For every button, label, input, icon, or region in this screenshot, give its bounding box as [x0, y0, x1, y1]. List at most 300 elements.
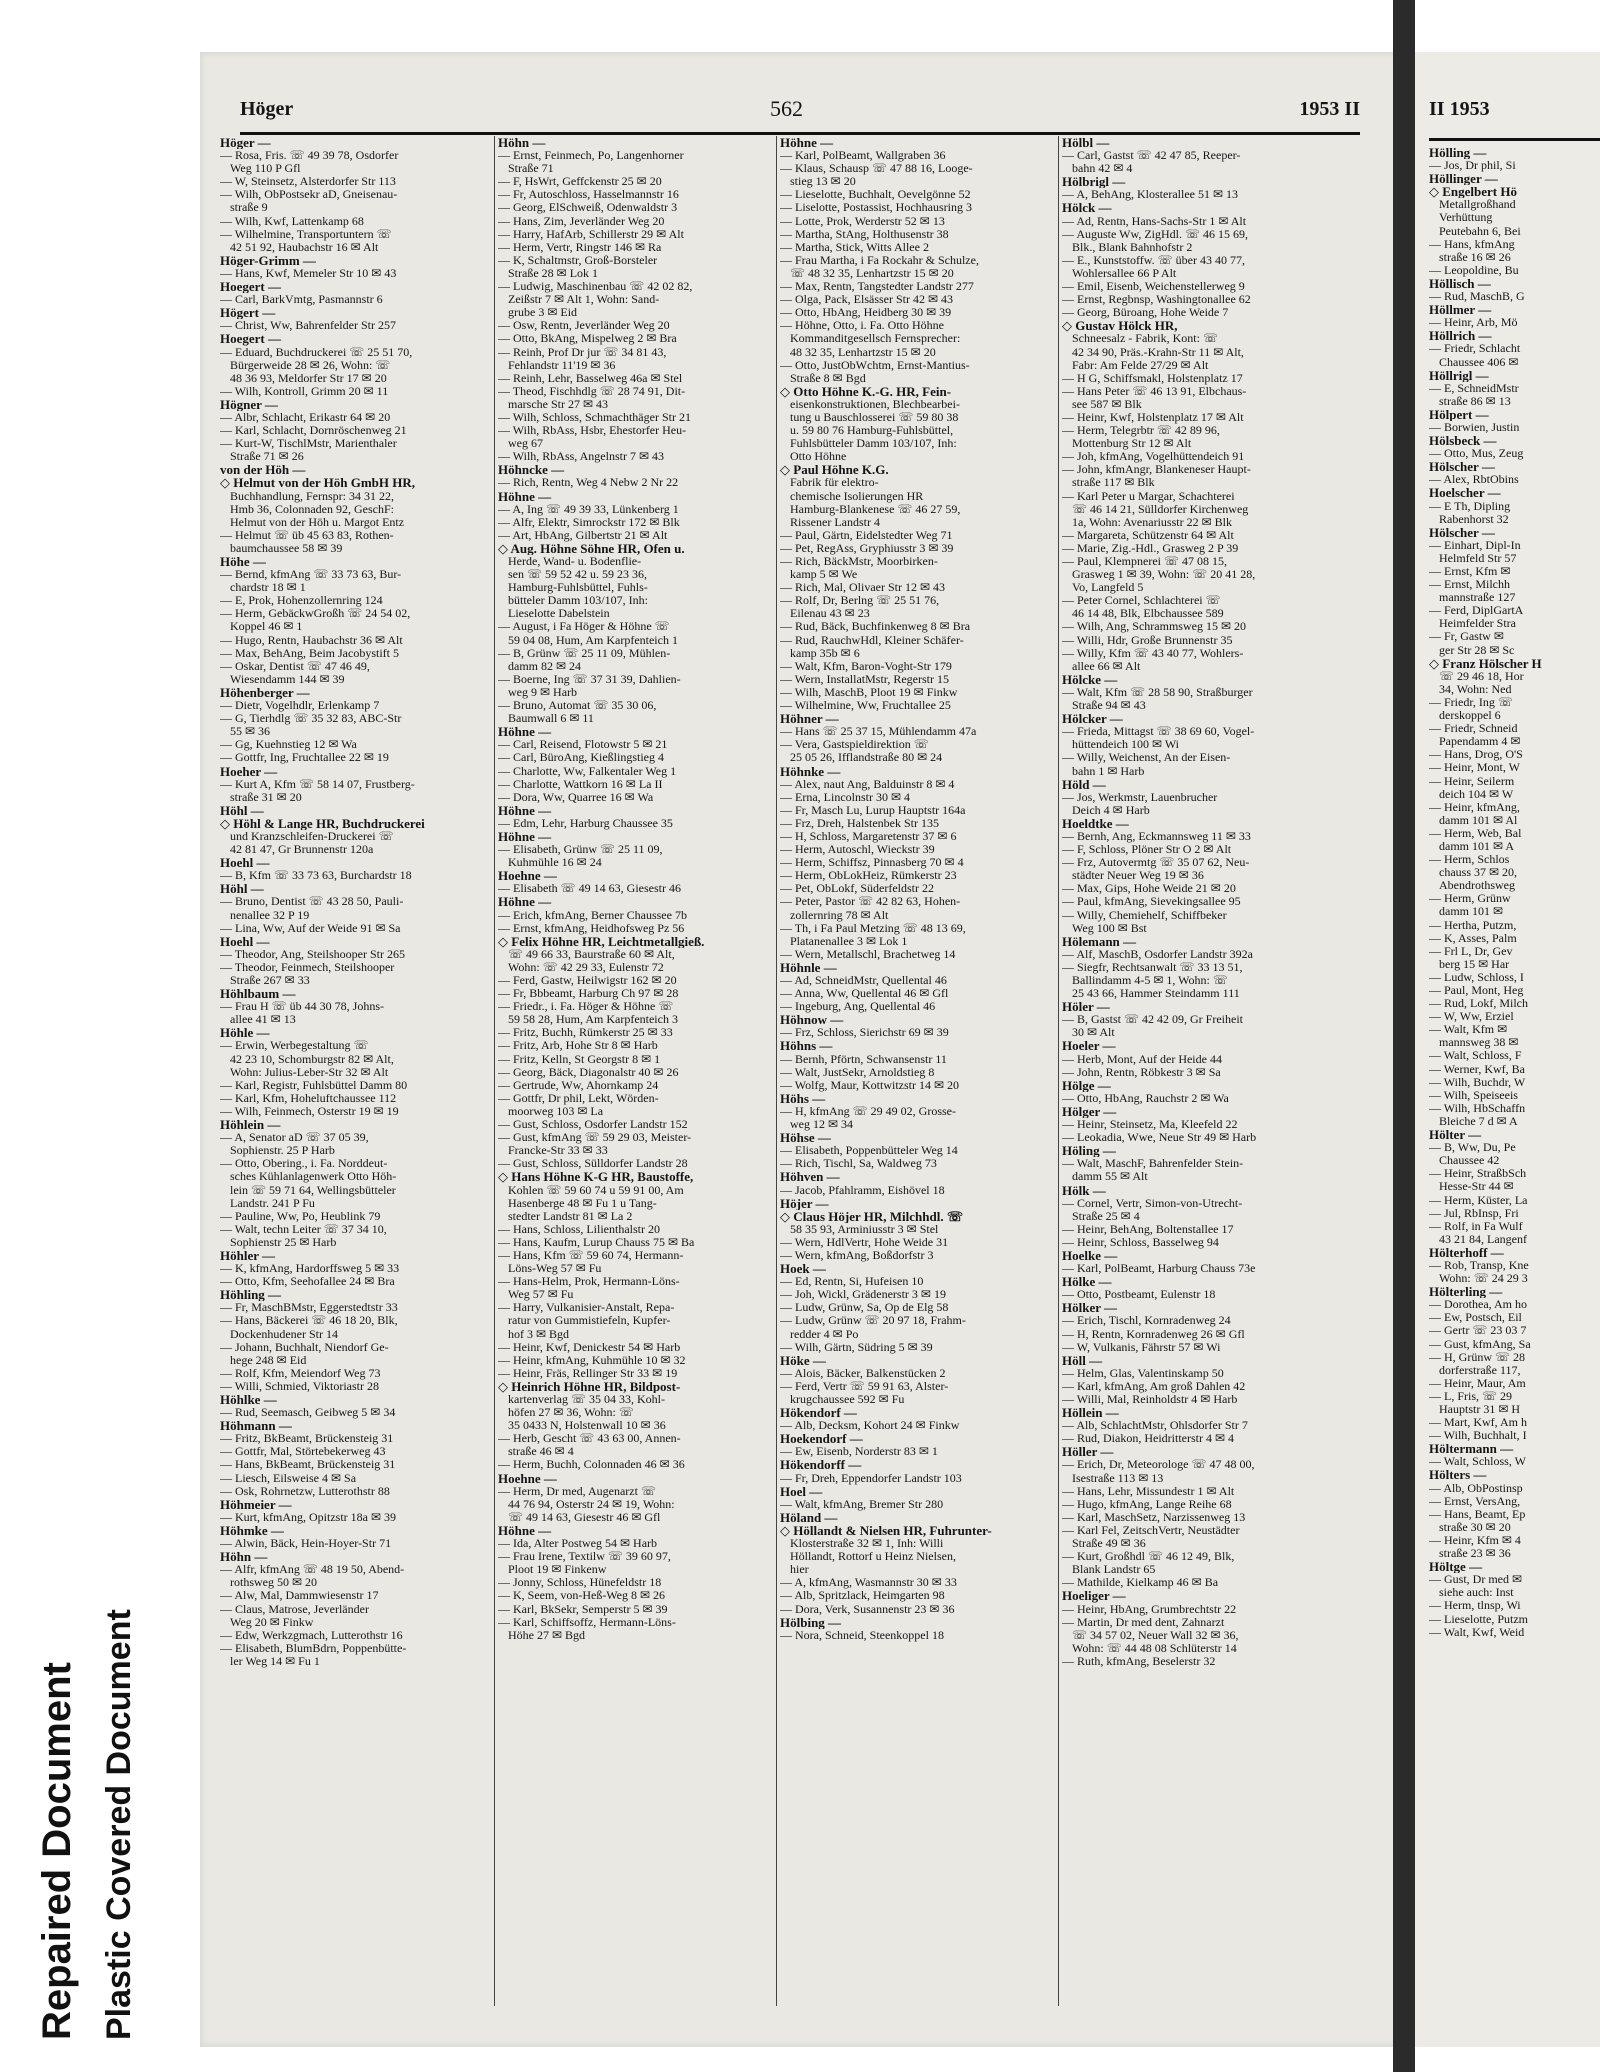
- directory-entry: zollernring 78 ✉ Alt: [790, 908, 889, 922]
- directory-entry: — Boerne, Ing ☏ 37 31 39, Dahlien-: [498, 672, 681, 686]
- directory-entry: — Hugo, kfmAng, Lange Reihe 68: [1062, 1497, 1232, 1511]
- directory-entry: — Emil, Eisenb, Weichenstellerweg 9: [1062, 280, 1245, 294]
- surname-heading: Hölpert —: [1429, 407, 1489, 421]
- surname-heading: Hoelke —: [1062, 1248, 1118, 1263]
- surname-heading: Höhnle —: [780, 960, 837, 974]
- directory-entry: — K, Seem, von-Heß-Weg 8 ✉ 26: [498, 1589, 666, 1603]
- directory-entry: berg 15 ✉ Har: [1439, 957, 1510, 971]
- directory-entry: Sophienstr 25 ✉ Harb: [230, 1235, 337, 1249]
- directory-entry: derskoppel 6: [1439, 709, 1501, 723]
- directory-entry: Kommanditgesellsch Fernsprecher:: [790, 332, 961, 346]
- surname-heading: Hoegert —: [220, 280, 282, 294]
- surname-heading: Hoeher —: [220, 764, 278, 778]
- directory-entry: 1a, Wohn: Avenariusstr 22 ✉ Blk: [1072, 515, 1232, 529]
- directory-entry: — Peter, Pastor ☏ 42 82 63, Hohen-: [780, 895, 961, 909]
- directory-entry: — Nora, Schneid, Steenkoppel 18: [780, 1628, 944, 1642]
- directory-entry: — E Th, Dipling: [1429, 499, 1511, 513]
- directory-entry: 42 23 10, Schomburgstr 82 ✉ Alt,: [230, 1052, 394, 1066]
- directory-entry: — Paul, Gärtn, Eidelstedter Weg 71: [780, 528, 953, 542]
- directory-entry: — Dora, Ww, Quarree 16 ✉ Wa: [498, 790, 654, 804]
- directory-entry: — Walt, Schloss, W: [1429, 1455, 1526, 1469]
- directory-entry: — Lieselotte, Buchhalt, Oevelgönne 52: [780, 188, 971, 202]
- directory-entry: — Kurt A, Kfm ☏ 58 14 07, Frustberg-: [220, 777, 415, 791]
- directory-entry: — Albr, Schlacht, Erikastr 64 ✉ 20: [220, 410, 391, 424]
- directory-entry: — Theodor, Feinmech, Steilshooper: [220, 960, 395, 974]
- directory-entry: — Otto, Kfm, Seehofallee 24 ✉ Bra: [220, 1275, 395, 1289]
- directory-entry: — Bernh, Pförtn, Schwansenstr 11: [780, 1052, 947, 1066]
- directory-entry: — Otto, Obering., i. Fa. Norddeut-: [220, 1157, 388, 1171]
- surname-heading: Höhle —: [220, 1026, 270, 1040]
- directory-entry: — Frz, Autovermtg ☏ 35 07 62, Neu-: [1062, 856, 1250, 870]
- directory-entry: nenallee 32 P 19: [230, 908, 310, 922]
- directory-entry: — K, Asses, Palm: [1429, 931, 1517, 945]
- directory-entry: chemische Isolierungen HR: [790, 489, 924, 503]
- directory-entry: Helmut von der Höh u. Margot Entz: [230, 515, 405, 529]
- directory-entry: ◇ Heinrich Höhne HR, Bildpost-: [498, 1379, 681, 1393]
- directory-entry: — Wilh, Kontroll, Grimm 20 ✉ 11: [220, 384, 389, 398]
- directory-entry: — Herm, Dr med, Augenarzt ☏: [498, 1484, 656, 1498]
- directory-entry: — John, Rentn, Röbkestr 3 ✉ Sa: [1062, 1065, 1221, 1079]
- directory-entry: — Hans, Kaufm, Lurup Chauss 75 ✉ Ba: [498, 1235, 695, 1249]
- directory-entry: Grasweg 1 ✉ 39, Wohn: ☏ 20 41 28,: [1072, 568, 1256, 582]
- directory-entry: ☏ 49 66 33, Baurstraße 60 ✉ Alt,: [508, 947, 675, 961]
- directory-entry: ◇ Engelbert Hö: [1429, 185, 1517, 199]
- column-divider: [776, 136, 777, 2006]
- directory-entry: — Herm, Schiffsz, Pinnasberg 70 ✉ 4: [780, 856, 964, 870]
- directory-entry: — Pauline, Ww, Po, Heublink 79: [220, 1209, 381, 1223]
- surname-heading: Höhlein —: [220, 1118, 281, 1132]
- directory-entry: — Osk, Rohrnetzw, Lutterothstr 88: [220, 1484, 390, 1498]
- directory-entry: — Borwien, Justin: [1429, 420, 1520, 434]
- directory-entry: — Willy, Chemiehelf, Schiffbeker: [1062, 908, 1227, 922]
- directory-entry: — Karl Fel, ZeitschVertr, Neustädter: [1062, 1523, 1240, 1537]
- directory-entry: — Paul, Klempnerei ☏ 47 08 15,: [1062, 555, 1227, 568]
- directory-entry: Bleiche 7 d ✉ A: [1439, 1114, 1518, 1128]
- directory-entry: lein ☏ 59 71 64, Wellingsbütteler: [230, 1183, 396, 1197]
- directory-entry: Rabenhorst 32: [1439, 512, 1509, 526]
- directory-entry: Wohn: ☏ 44 48 08 Schlüterstr 14: [1072, 1641, 1237, 1655]
- directory-entry: — Fr, Bbbeamt, Harburg Ch 97 ✉ 28: [498, 987, 679, 1001]
- surname-heading: Höhne —: [498, 829, 552, 844]
- directory-entry: damm 55 ✉ Alt: [1072, 1170, 1148, 1184]
- directory-entry: — W, Vulkanis, Fährstr 57 ✉ Wi: [1062, 1340, 1221, 1354]
- directory-entry: Wohn: Julius-Leber-Str 32 ✉ Alt: [230, 1065, 389, 1079]
- directory-entry: — Ludw, Grünw ☏ 20 97 18, Frahm-: [780, 1314, 966, 1328]
- directory-entry: damm 101 ✉ Al: [1439, 813, 1518, 827]
- directory-entry: — Ernst, kfmAng, Heidhofsweg Pz 56: [498, 921, 685, 935]
- directory-entry: — Elisabeth, BlumBdrn, Poppenbütte-: [220, 1641, 407, 1655]
- directory-entry: — Heinr, Kwf, Holstenplatz 17 ✉ Alt: [1062, 410, 1244, 424]
- directory-entry: mannsweg 38 ✉: [1439, 1036, 1519, 1050]
- surname-heading: Hölterhoff —: [1429, 1245, 1504, 1259]
- page-header: [240, 92, 1360, 135]
- directory-entry: damm 101 ✉ A: [1439, 839, 1515, 853]
- directory-entry: — Elisabeth ☏ 49 14 63, Giesestr 46: [498, 882, 681, 896]
- directory-entry: Straße 94 ✉ 43: [1072, 699, 1146, 713]
- directory-entry: — Ernst, Kfm ✉: [1429, 565, 1511, 578]
- directory-entry: 42 51 92, Haubachstr 16 ✉ Alt: [230, 240, 379, 254]
- directory-entry: kartenverlag ☏ 35 04 33, Kohl-: [508, 1393, 665, 1406]
- directory-entry: — Rud, Diakon, Heidritterstr 4 ✉ 4: [1062, 1432, 1235, 1446]
- surname-heading: Höhmann —: [220, 1419, 292, 1433]
- directory-entry: — A, kfmAng, Wasmannstr 30 ✉ 33: [780, 1576, 957, 1590]
- directory-entry: 42 81 47, Gr Brunnenstr 120a: [230, 843, 374, 857]
- directory-entry: Deich 4 ✉ Harb: [1072, 803, 1150, 817]
- directory-entry: — Frau H ☏ üb 44 30 78, Johns-: [220, 1000, 385, 1014]
- directory-entry: Hamburg-Fuhlsbüttel, Fuhls-: [508, 581, 648, 595]
- directory-entry: — Hans, Kwf, Memeler Str 10 ✉ 43: [220, 266, 397, 280]
- surname-heading: von der Höh —: [220, 463, 306, 477]
- directory-entry: — Ferd, Vertr ☏ 59 91 63, Alster-: [780, 1379, 949, 1393]
- directory-entry: — Ludw, Schloss, I: [1429, 970, 1524, 984]
- directory-entry: — Karl, kfmAng, Am groß Dahlen 42: [1062, 1379, 1246, 1393]
- directory-entry: — Fritz, BkBeamt, Brückensteig 31: [220, 1432, 394, 1446]
- directory-entry: — Gust, Schloss, Sülldorfer Landstr 28: [498, 1157, 688, 1171]
- directory-entry: — Georg, Bäck, Diagonalstr 40 ✉ 26: [498, 1065, 679, 1079]
- directory-entry: ger Str 28 ✉ Sc: [1439, 643, 1515, 657]
- surname-heading: Hoelscher —: [1429, 486, 1501, 500]
- directory-entry: — Alb, SchlachtMstr, Ohlsdorfer Str 7: [1062, 1419, 1248, 1433]
- directory-entry: — Gg, Kuehnstieg 12 ✉ Wa: [220, 738, 357, 752]
- surname-heading: Höhenberger —: [220, 685, 310, 700]
- directory-entry: straße 86 ✉ 13: [1439, 394, 1511, 408]
- directory-entry: — Alfr, Elektr, Simrockstr 172 ✉ Blk: [498, 515, 680, 529]
- directory-entry: — Hans Peter ☏ 46 13 91, Elbchaus-: [1062, 384, 1247, 398]
- directory-entry: — Bernh, Ang, Eckmannsweg 11 ✉ 33: [1062, 829, 1251, 843]
- directory-entry: — Frl L, Dr, Gev: [1429, 944, 1513, 958]
- directory-entry: — Elisabeth, Poppenbütteler Weg 14: [780, 1144, 958, 1158]
- directory-entry: — Leopoldine, Bu: [1429, 263, 1519, 277]
- directory-entry: Straße 25 ✉ 4: [1072, 1209, 1140, 1223]
- directory-entry: siehe auch: Inst: [1439, 1586, 1514, 1600]
- directory-entry: — Rosa, Fris. ☏ 49 39 78, Osdorfer: [220, 149, 399, 163]
- directory-entry: — Frau Irene, Textilw ☏ 39 60 97,: [498, 1550, 671, 1564]
- surname-heading: Hölterling —: [1429, 1285, 1503, 1299]
- directory-entry: 46 14 48, Blk, Elbchaussee 589: [1072, 607, 1224, 621]
- directory-entry: — Rob, Transp, Kne: [1429, 1258, 1529, 1272]
- directory-entry: chardstr 18 ✉ 1: [230, 581, 306, 595]
- directory-entry: mannstraße 127: [1439, 591, 1516, 605]
- directory-entry: — Leokadia, Wwe, Neue Str 49 ✉ Harb: [1062, 1131, 1257, 1145]
- directory-entry: Chaussee 406 ✉: [1439, 355, 1519, 369]
- directory-entry: 34, Wohn: Ned: [1439, 682, 1512, 696]
- directory-entry: — Wilh, Feinmech, Osterstr 19 ✉ 19: [220, 1104, 399, 1118]
- directory-entry: — Hans, BkBeamt, Brückensteig 31: [220, 1458, 396, 1472]
- page-number: 562: [770, 96, 803, 121]
- directory-entry: — Lotte, Prok, Werderstr 52 ✉ 13: [780, 214, 945, 228]
- directory-entry: — Hans, Lehr, Missundestr 1 ✉ Alt: [1062, 1484, 1235, 1498]
- surname-heading: Höhlbaum —: [220, 987, 296, 1001]
- directory-entry: — Rich, Rentn, Weg 4 Nebw 2 Nr 22: [498, 476, 679, 490]
- directory-entry: see 587 ✉ Blk: [1072, 397, 1142, 411]
- directory-entry: — Walt, Kwf, Weid: [1429, 1625, 1525, 1639]
- directory-entry: — Hertha, Putzm,: [1429, 918, 1517, 932]
- surname-heading: Höllrich —: [1429, 329, 1492, 343]
- directory-entry: damm 101 ✉: [1439, 905, 1504, 919]
- directory-entry: — Ida, Alter Postweg 54 ✉ Harb: [498, 1537, 658, 1551]
- directory-entry: 44 76 94, Osterstr 24 ✉ 19, Wohn:: [508, 1497, 675, 1511]
- directory-entry: — Ernst, VersAng,: [1429, 1494, 1521, 1508]
- directory-entry: — Gottfr, Ing, Fruchtallee 22 ✉ 19: [220, 751, 389, 765]
- page-year-volume: 1953 II: [1299, 98, 1360, 120]
- directory-entry: — Herm, Buchh, Colonnaden 46 ✉ 36: [498, 1458, 685, 1472]
- directory-entry: — Fr, MaschBMstr, Eggerstedtstr 33: [220, 1301, 398, 1315]
- directory-entry: — A, Ing ☏ 49 39 33, Lünkenberg 1: [498, 502, 679, 516]
- directory-entry: Landstr. 241 P Fu: [230, 1196, 315, 1210]
- directory-entry: — Wilh, Schloss, Schmachthäger Str 21: [498, 410, 691, 424]
- directory-entry: — August, i Fa Höger & Höhne ☏: [498, 620, 670, 634]
- surname-heading: Höhn —: [220, 1550, 268, 1564]
- directory-entry: Schneesalz - Fabrik, Kont: ☏: [1072, 332, 1218, 346]
- directory-entry: — Walt, Kfm, Baron-Voght-Str 179: [780, 659, 952, 673]
- surname-heading: Hoel —: [780, 1484, 823, 1498]
- adjacent-page-header: II 1953: [1429, 98, 1600, 141]
- directory-entry: — Bruno, Automat ☏ 35 30 06,: [498, 699, 657, 713]
- surname-heading: Hoeler —: [1062, 1039, 1116, 1053]
- directory-entry: — Ernst, Feinmech, Po, Langenhorner: [498, 149, 684, 163]
- directory-entry: — Karl, Kfm, Hoheluftchaussee 112: [220, 1091, 397, 1105]
- directory-entry: 25 05 26, Ifflandstraße 80 ✉ 24: [790, 751, 943, 765]
- surname-heading: Hoehl —: [220, 856, 270, 870]
- directory-entry: — Heinr, kfmAng, Kuhmühle 10 ✉ 32: [498, 1353, 686, 1367]
- surname-heading: Hölbrigl —: [1062, 175, 1126, 189]
- surname-heading: Höllmer —: [1429, 303, 1492, 317]
- surname-heading: Hökendorf —: [780, 1406, 857, 1420]
- directory-entry: — Martha, Stick, Witts Allee 2: [780, 240, 929, 254]
- directory-entry: — Willi, Mal, Reinholdstr 4 ✉ Harb: [1062, 1393, 1238, 1406]
- directory-entry: — Auguste Ww, ZigHdl. ☏ 46 15 69,: [1062, 227, 1248, 241]
- directory-entry: allee 41 ✉ 13: [230, 1013, 296, 1027]
- column-divider: [494, 136, 495, 2006]
- directory-entry: ◇ Otto Höhne K.-G. HR, Fein-: [780, 384, 952, 398]
- surname-heading: Höhe —: [220, 555, 266, 569]
- surname-heading: Hoegert —: [220, 332, 282, 346]
- directory-entry: Rissener Landstr 4: [790, 515, 880, 529]
- directory-entry: — Wilh, RbAss, Hsbr, Ehestorfer Heu-: [498, 424, 687, 438]
- directory-entry: — A, BehAng, Klosterallee 51 ✉ 13: [1062, 188, 1239, 202]
- directory-entry: — Ed, Rentn, Si, Hufeisen 10: [780, 1275, 924, 1289]
- directory-entry: 48 32 35, Lenhartzstr 15 ✉ 20: [790, 345, 936, 359]
- directory-entry: — Vera, Gastspieldirektion ☏: [780, 738, 929, 752]
- directory-entry: und Kranzschleifen-Druckerei ☏: [230, 829, 394, 843]
- directory-entry: — Ludwig, Maschinenbau ☏ 42 02 82,: [498, 280, 693, 294]
- directory-entry: Straße 8 ✉ Bgd: [790, 371, 866, 385]
- directory-entry: — Herb, Gescht ☏ 43 63 00, Annen-: [498, 1432, 681, 1446]
- directory-entry: — Joh, kfmAng, Vogelhüttendeich 91: [1062, 450, 1245, 464]
- surname-heading: Höhner —: [780, 712, 839, 726]
- surname-heading: Höhling —: [220, 1288, 282, 1302]
- directory-entry: — H G, Schiffsmakl, Holstenplatz 17: [1062, 371, 1243, 385]
- directory-entry: — Herm, Vertr, Ringstr 146 ✉ Ra: [498, 240, 662, 254]
- directory-entry: — Karl, PolBeamt, Wallgraben 36: [780, 149, 946, 163]
- directory-entry: — Fr, Autoschloss, Hasselmannstr 16: [498, 188, 679, 202]
- directory-entry: 35 0433 N, Holstenwall 10 ✉ 36: [508, 1419, 666, 1433]
- directory-entry: straße 9: [230, 201, 268, 215]
- surname-heading: Höhne —: [498, 1523, 552, 1538]
- surname-heading: Hölbing —: [780, 1615, 842, 1629]
- directory-entry: — Karl, PolBeamt, Harburg Chauss 73e: [1062, 1262, 1256, 1276]
- directory-entry: — Max, Rentn, Tangstedter Landstr 277: [780, 280, 974, 294]
- directory-entry: Höhe 27 ✉ Bgd: [508, 1628, 586, 1642]
- directory-entry: — Paul, kfmAng, Sievekingsallee 95: [1062, 895, 1241, 909]
- directory-entry: straße 16 ✉ 26: [1439, 250, 1511, 264]
- directory-entry: ◇ Franz Hölscher H: [1429, 656, 1542, 670]
- directory-entry: — W, Ww, Erziel: [1429, 1010, 1514, 1024]
- surname-heading: Hölemann —: [1062, 934, 1137, 948]
- surname-heading: Hölscher —: [1429, 460, 1495, 474]
- directory-entry: Hasenberge 48 ✉ Fu 1 u Tang-: [508, 1196, 657, 1210]
- directory-entry: — Rud, Lokf, Milch: [1429, 997, 1528, 1011]
- surname-heading: Hölcker —: [1062, 712, 1123, 726]
- directory-entry: — Otto, BkAng, Mispelweg 2 ✉ Bra: [498, 332, 677, 346]
- directory-entry: — Herm, Küster, La: [1429, 1193, 1528, 1207]
- directory-entry: — Wilhelmine, Transportuntern ☏: [220, 227, 392, 241]
- directory-entry: — Willy, Weichenst, An der Eisen-: [1062, 751, 1231, 765]
- directory-entry: — Fr, Dreh, Eppendorfer Landstr 103: [780, 1471, 962, 1485]
- directory-entry: ◇ Felix Höhne HR, Leichtmetallgieß.: [498, 934, 705, 948]
- directory-entry: — Hans, Bäckerei ☏ 46 18 20, Blk,: [220, 1314, 398, 1328]
- directory-entry: — B, Grünw ☏ 25 11 09, Mühlen-: [498, 646, 671, 660]
- directory-entry: Herde, Wand- u. Bodenflie-: [508, 555, 642, 568]
- directory-entry: Bürgerweide 28 ✉ 26, Wohn: ☏: [230, 358, 391, 372]
- directory-entry: — B, Ww, Du, Pe: [1429, 1141, 1516, 1155]
- directory-entry: — Gottfr, Dr phil, Lekt, Wörden-: [498, 1091, 659, 1105]
- directory-entry: — Lina, Ww, Auf der Weide 91 ✉ Sa: [220, 921, 401, 935]
- directory-entry: — K, kfmAng, Hardorffsweg 5 ✉ 33: [220, 1262, 400, 1276]
- directory-entry: — Otto, HbAng, Rauchstr 2 ✉ Wa: [1062, 1091, 1229, 1105]
- directory-entry: — Heinr, Mont, W: [1429, 761, 1520, 775]
- directory-entry: Papendamm 4 ✉: [1439, 735, 1521, 749]
- directory-entry: — Willy, Kfm ☏ 43 40 77, Wohlers-: [1062, 646, 1244, 660]
- directory-entry: — Edm, Lehr, Harburg Chaussee 35: [498, 816, 673, 830]
- directory-entry: u. 59 80 76 Hamburg-Fuhlsbüttel,: [790, 424, 954, 438]
- directory-entry: — Karl, Registr, Fuhlsbüttel Damm 80: [220, 1078, 408, 1092]
- directory-entry: ◇ Aug. Höhne Söhne HR, Ofen u.: [498, 541, 685, 555]
- directory-entry: — Hans, Zim, Jeverländer Weg 20: [498, 214, 665, 228]
- directory-entry: Blank Landstr 65: [1072, 1563, 1156, 1577]
- directory-entry: — Erwin, Werbegestaltung ☏: [220, 1039, 369, 1053]
- directory-entry: dorferstraße 117,: [1439, 1363, 1521, 1377]
- directory-entry: — H, kfmAng ☏ 29 49 02, Grosse-: [780, 1104, 956, 1118]
- directory-entry: ☏ 34 57 02, Neuer Wall 32 ✉ 36,: [1072, 1628, 1239, 1642]
- directory-entry: Heimfelder Stra: [1439, 617, 1516, 631]
- directory-entry: — Fr, Masch Lu, Lurup Hauptstr 164a: [780, 803, 966, 817]
- directory-entry: 48 36 93, Meldorfer Str 17 ✉ 20: [230, 371, 387, 385]
- directory-entry: rothsweg 50 ✉ 20: [230, 1576, 318, 1590]
- adjacent-page-column: [1429, 146, 1599, 2026]
- directory-entry: — A, Senator aD ☏ 37 05 39,: [220, 1131, 369, 1145]
- directory-entry: ◇ Claus Höjer HR, Milchhdl. ☏: [780, 1209, 964, 1223]
- directory-entry: — Rolf, Kfm, Meiendorf Weg 73: [220, 1366, 381, 1380]
- directory-entry: Kohlen ☏ 59 60 74 u 59 91 00, Am: [508, 1183, 684, 1197]
- directory-entry: Ploot 19 ✉ Finkenw: [508, 1563, 607, 1577]
- directory-entry: — Ludw, Grünw, Sa, Op de Elg 58: [780, 1301, 949, 1315]
- directory-entry: straße 30 ✉ 20: [1439, 1520, 1511, 1534]
- directory-entry: — Heinr, HbAng, Grumbrechtstr 22: [1062, 1602, 1237, 1616]
- directory-entry: straße 23 ✉ 36: [1439, 1547, 1511, 1561]
- directory-entry: ler Weg 14 ✉ Fu 1: [230, 1654, 320, 1668]
- directory-entry: ☏ 48 32 35, Lenhartzstr 15 ✉ 20: [790, 266, 954, 280]
- surname-heading: Höll —: [1062, 1353, 1103, 1367]
- directory-entry: — Paul, Mont, Heg: [1429, 984, 1524, 997]
- directory-entry: — Einhart, Dipl-In: [1429, 538, 1521, 552]
- directory-entry: Mottenburg Str 12 ✉ Alt: [1072, 437, 1192, 451]
- directory-entry: bahn 1 ✉ Harb: [1072, 764, 1145, 778]
- directory-entry: — Wilh, Ang, Schrammsweg 15 ✉ 20: [1062, 620, 1247, 634]
- surname-heading: Hölters —: [1429, 1468, 1487, 1482]
- surname-heading: Höke —: [780, 1353, 826, 1367]
- directory-entry: — B, Kfm ☏ 33 73 63, Burchardstr 18: [220, 869, 412, 883]
- directory-entry: — F, Schloss, Plöner Str O 2 ✉ Alt: [1062, 843, 1232, 857]
- directory-entry: sen ☏ 59 52 42 u. 59 23 36,: [508, 568, 648, 582]
- directory-entry: eisenkonstruktionen, Blechbearbei-: [790, 397, 960, 411]
- directory-entry: Weg 57 ✉ Fu: [508, 1288, 574, 1302]
- directory-entry: — Mart, Kwf, Am h: [1429, 1416, 1527, 1430]
- directory-entry: grube 3 ✉ Eid: [508, 306, 578, 320]
- directory-entry: Fabrik für elektro-: [790, 476, 879, 490]
- directory-entry: Otto Höhne: [790, 450, 847, 464]
- surname-heading: Hölling —: [1429, 146, 1487, 160]
- directory-entry: — Christ, Ww, Bahrenfelder Str 257: [220, 319, 396, 333]
- directory-entry: — Alb, Spritzlack, Heimgarten 98: [780, 1589, 945, 1603]
- surname-heading: Höhnow —: [780, 1013, 844, 1027]
- directory-entry: — Walt, MaschF, Bahrenfelder Stein-: [1062, 1157, 1244, 1171]
- directory-entry: — K, Schaltmstr, Groß-Borsteler: [498, 253, 658, 267]
- directory-entry: — Heinr, kfmAng,: [1429, 800, 1520, 814]
- directory-entry: — Wern, Metallschl, Brachetweg 14: [780, 947, 956, 961]
- directory-entry: — Hans, kfmAng: [1429, 237, 1515, 251]
- surname-heading: Höling —: [1062, 1144, 1116, 1158]
- directory-entry: — Ernst, Regbnsp, Washingtonallee 62: [1062, 293, 1251, 307]
- directory-entry: ☏ 29 46 18, Hor: [1439, 669, 1524, 683]
- directory-entry: kamp 35b ✉ 6: [790, 646, 860, 660]
- directory-entry: ☏ 49 14 63, Giesestr 46 ✉ Gfl: [508, 1510, 661, 1524]
- column-3: [780, 136, 1054, 2016]
- directory-entry: Dockenhudener Str 14: [230, 1327, 338, 1341]
- directory-entry: — Friedr, Schlacht: [1429, 342, 1521, 356]
- directory-entry: 55 ✉ 36: [230, 725, 271, 739]
- directory-entry: Baumwall 6 ✉ 11: [508, 712, 594, 726]
- directory-entry: — Erna, Lincolnstr 30 ✉ 4: [780, 790, 911, 804]
- directory-entry: — Ruth, kfmAng, Beselerstr 32: [1062, 1654, 1216, 1668]
- directory-entry: — Harry, HafArb, Schillerstr 29 ✉ Alt: [498, 227, 684, 241]
- directory-entry: — L, Fris, ☏ 29: [1429, 1389, 1513, 1403]
- directory-entry: Koppel 46 ✉ 1: [230, 620, 303, 634]
- directory-entry: — Alex, naut Ang, Balduinstr 8 ✉ 4: [780, 777, 955, 791]
- directory-entry: Straße 71: [508, 162, 554, 176]
- surname-heading: Höland —: [780, 1510, 838, 1524]
- surname-heading: Höhl —: [220, 803, 264, 817]
- directory-entry: Wiesendamm 144 ✉ 39: [230, 672, 345, 686]
- directory-entry: ◇ Höhl & Lange HR, Buchdruckerei: [220, 816, 425, 830]
- directory-entry: Klosterstraße 32 ✉ 1, Inh: Willi: [790, 1537, 944, 1551]
- directory-entry: baumchaussee 58 ✉ 39: [230, 541, 343, 555]
- directory-entry: Peutebahn 6, Bei: [1439, 224, 1521, 238]
- surname-heading: Hoeliger —: [1062, 1589, 1126, 1603]
- directory-entry: Hmb 36, Colonnaden 92, GeschF:: [230, 502, 394, 516]
- directory-entry: Chaussee 42: [1439, 1154, 1500, 1168]
- directory-entry: — Friedr, Ing ☏: [1429, 695, 1513, 709]
- directory-entry: — Wilh, Kwf, Lattenkamp 68: [220, 214, 364, 228]
- directory-entry: — Fritz, Arb, Hohe Str 8 ✉ Harb: [498, 1039, 658, 1053]
- directory-entry: — Klaus, Schausp ☏ 47 88 16, Looge-: [780, 162, 973, 176]
- directory-entry: moorweg 103 ✉ La: [508, 1104, 604, 1118]
- directory-page: [200, 52, 1538, 2047]
- directory-entry: Blk., Blank Bahnhofstr 2: [1072, 240, 1193, 254]
- directory-entry: Kuhmühle 16 ✉ 24: [508, 856, 602, 870]
- directory-entry: — Olga, Pack, Elsässer Str 42 ✉ 43: [780, 293, 954, 307]
- surname-heading: Höhse —: [780, 1131, 831, 1145]
